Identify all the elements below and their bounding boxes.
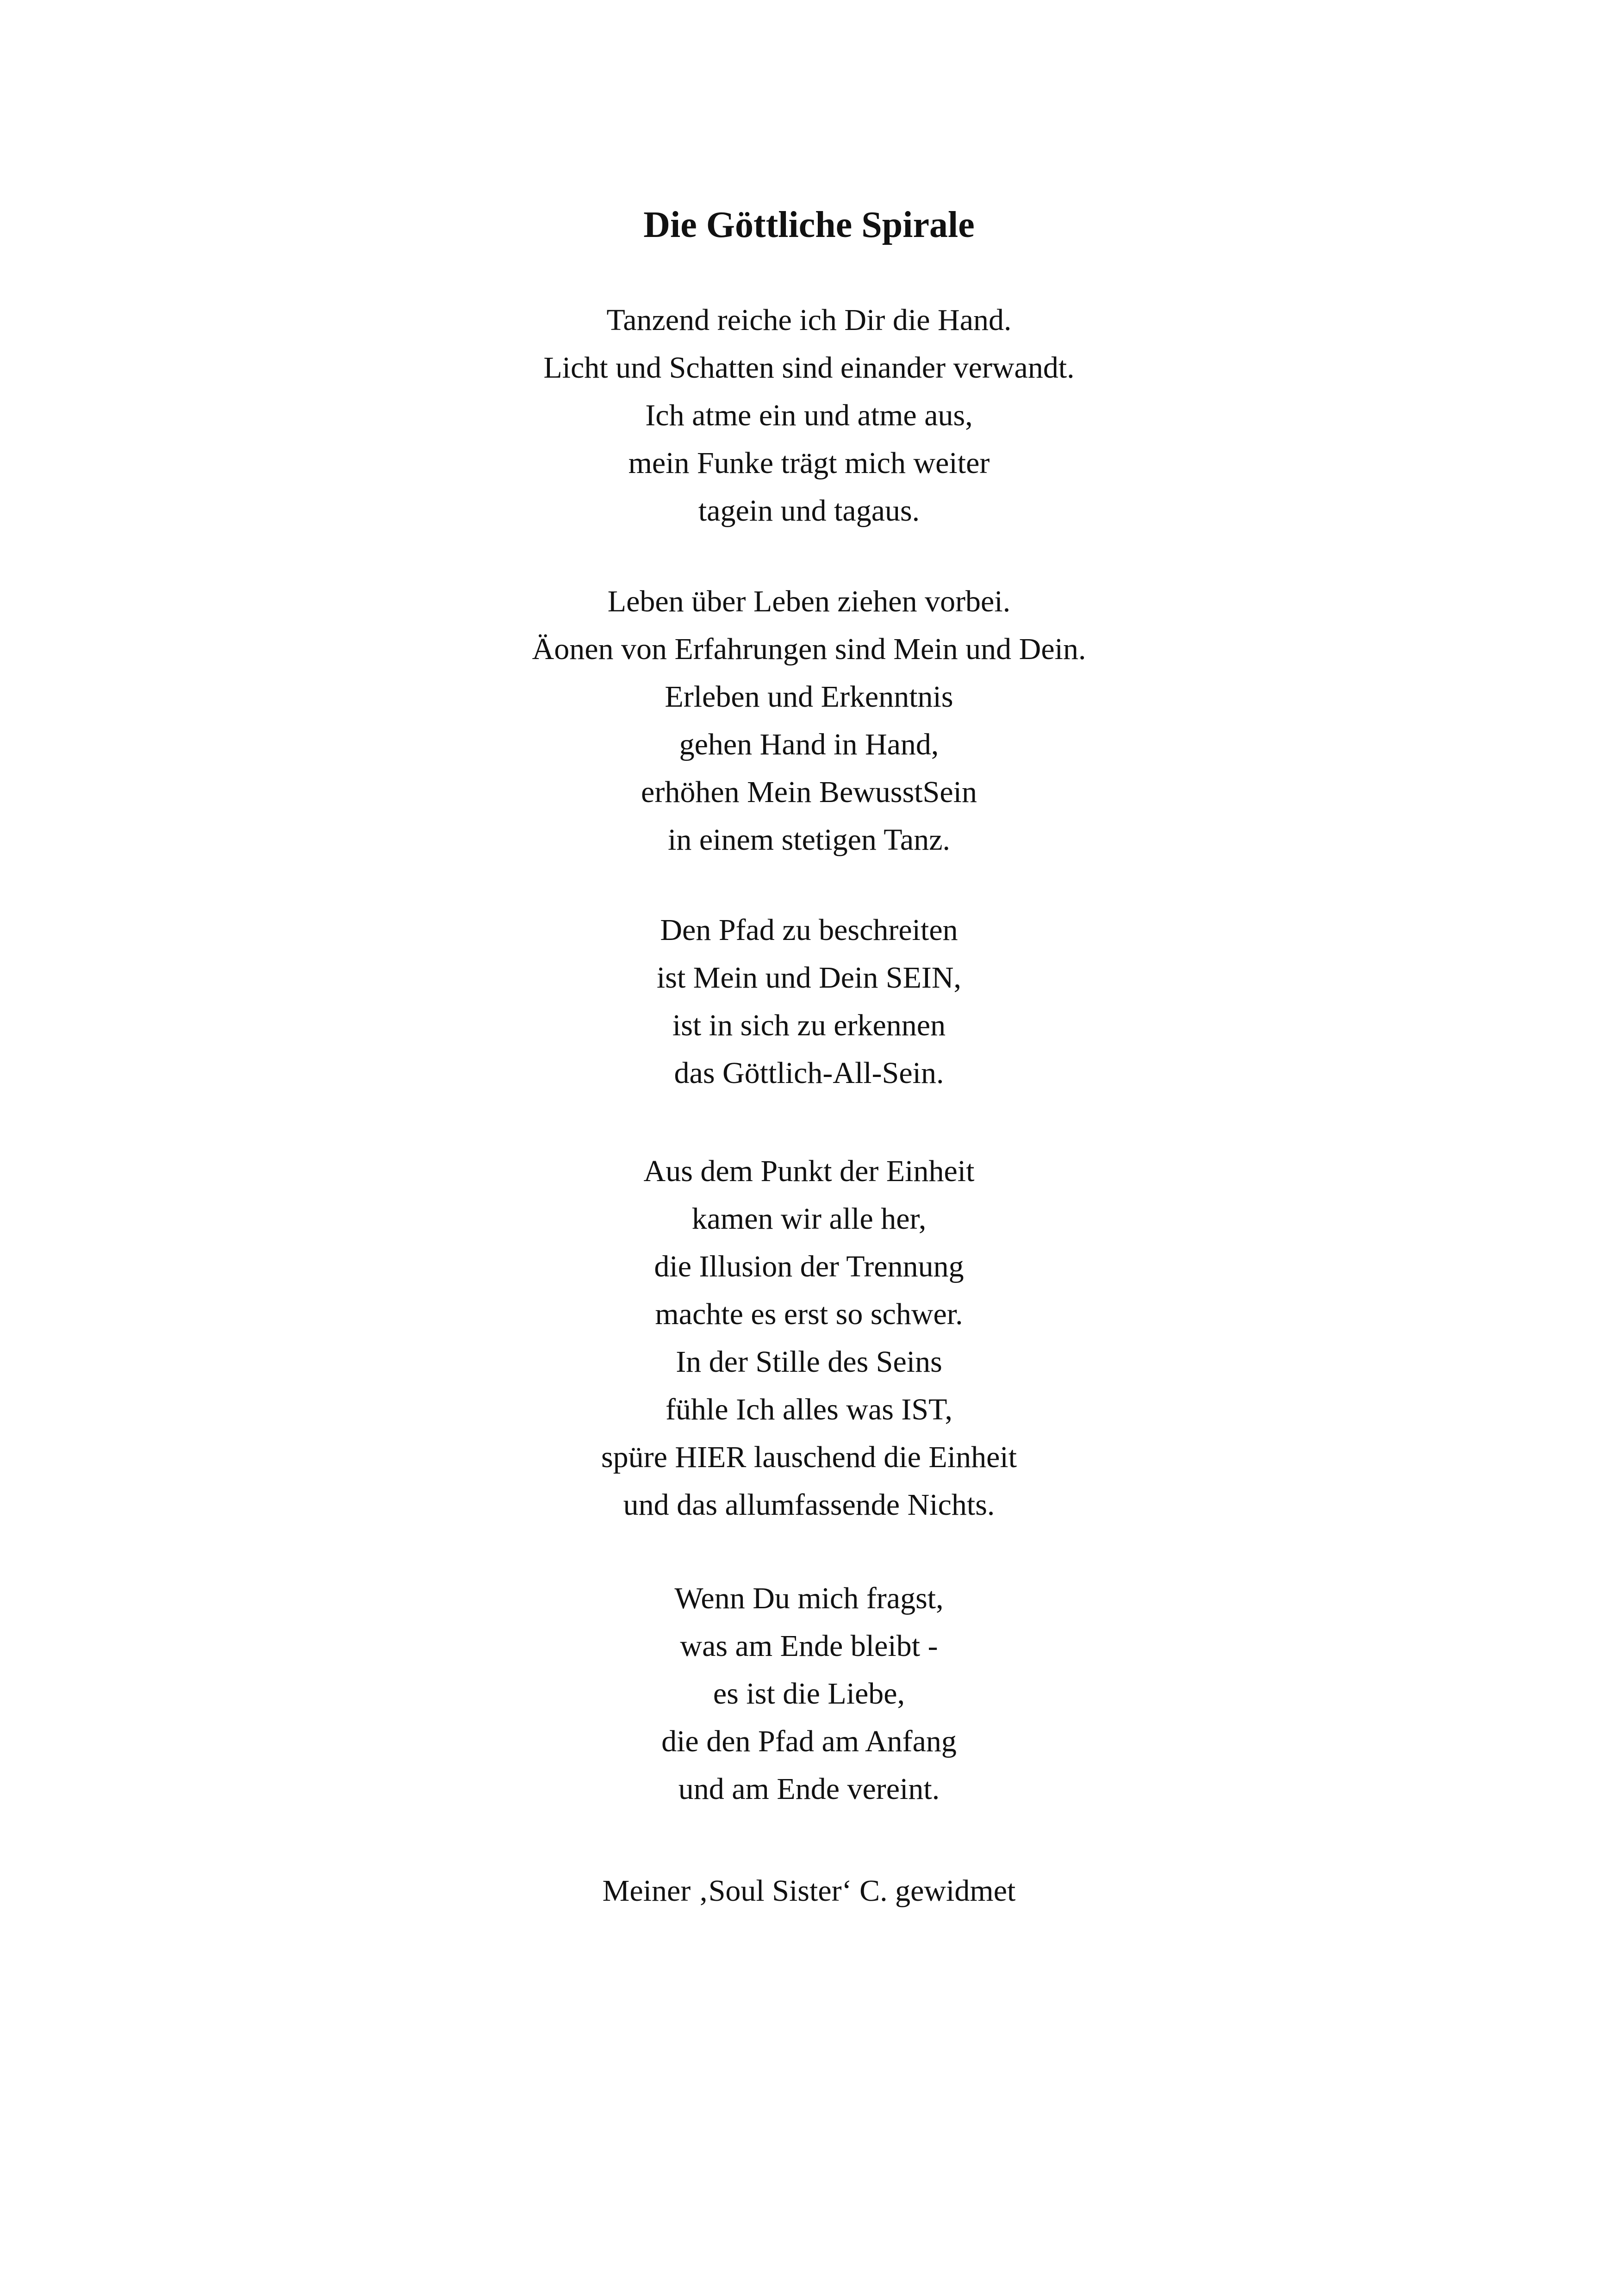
stanza-3 bbox=[0, 906, 1618, 1097]
poem-line: und das allumfassende Nichts. bbox=[623, 1488, 995, 1522]
poem-line: es ist die Liebe, bbox=[713, 1677, 905, 1711]
poem-line: das Göttlich-All-Sein. bbox=[674, 1056, 944, 1090]
poem-line: in einem stetigen Tanz. bbox=[668, 823, 950, 857]
poem-line: ist Mein und Dein SEIN, bbox=[656, 961, 962, 995]
dedication-text: Meiner ‚Soul Sister‘ C. gewidmet bbox=[602, 1874, 1016, 1908]
poem-line: Licht und Schatten sind einander verwandt. bbox=[543, 351, 1075, 385]
poem-line: Äonen von Erfahrungen sind Mein und Dein. bbox=[532, 632, 1086, 666]
poem-line: fühle Ich alles was IST, bbox=[665, 1393, 953, 1426]
poem-line: die den Pfad am Anfang bbox=[661, 1724, 957, 1758]
stanza-4 bbox=[0, 1147, 1618, 1529]
poem-line: Erleben und Erkenntnis bbox=[665, 680, 953, 714]
poem-line: Tanzend reiche ich Dir die Hand. bbox=[606, 303, 1012, 337]
poem-title: Die Göttliche Spirale bbox=[643, 205, 975, 245]
stanza-2 bbox=[0, 578, 1618, 864]
poem-line: spüre HIER lauschend die Einheit bbox=[601, 1440, 1017, 1474]
poem-line: machte es erst so schwer. bbox=[655, 1297, 963, 1331]
poem-line: die Illusion der Trennung bbox=[654, 1250, 964, 1283]
poem-line: In der Stille des Seins bbox=[676, 1345, 942, 1379]
dedication bbox=[0, 1867, 1618, 1915]
poem-line: Aus dem Punkt der Einheit bbox=[643, 1154, 975, 1188]
poem-line: tagein und tagaus. bbox=[698, 494, 920, 528]
poem-line: kamen wir alle her, bbox=[691, 1202, 927, 1236]
stanza-1 bbox=[0, 296, 1618, 535]
poem-line: ist in sich zu erkennen bbox=[672, 1008, 946, 1042]
poem-line: und am Ende vereint. bbox=[678, 1772, 940, 1806]
poem-line: Wenn Du mich fragst, bbox=[674, 1581, 944, 1615]
poem-line: Ich atme ein und atme aus, bbox=[645, 398, 973, 432]
poem-line: was am Ende bleibt - bbox=[680, 1629, 938, 1663]
poem-line: Den Pfad zu beschreiten bbox=[660, 913, 958, 947]
poem-line: gehen Hand in Hand, bbox=[679, 728, 939, 761]
stanza-5 bbox=[0, 1574, 1618, 1813]
poem-line: Leben über Leben ziehen vorbei. bbox=[607, 585, 1011, 618]
poem-line: mein Funke trägt mich weiter bbox=[628, 446, 990, 480]
poem-line: erhöhen Mein BewusstSein bbox=[641, 775, 977, 809]
